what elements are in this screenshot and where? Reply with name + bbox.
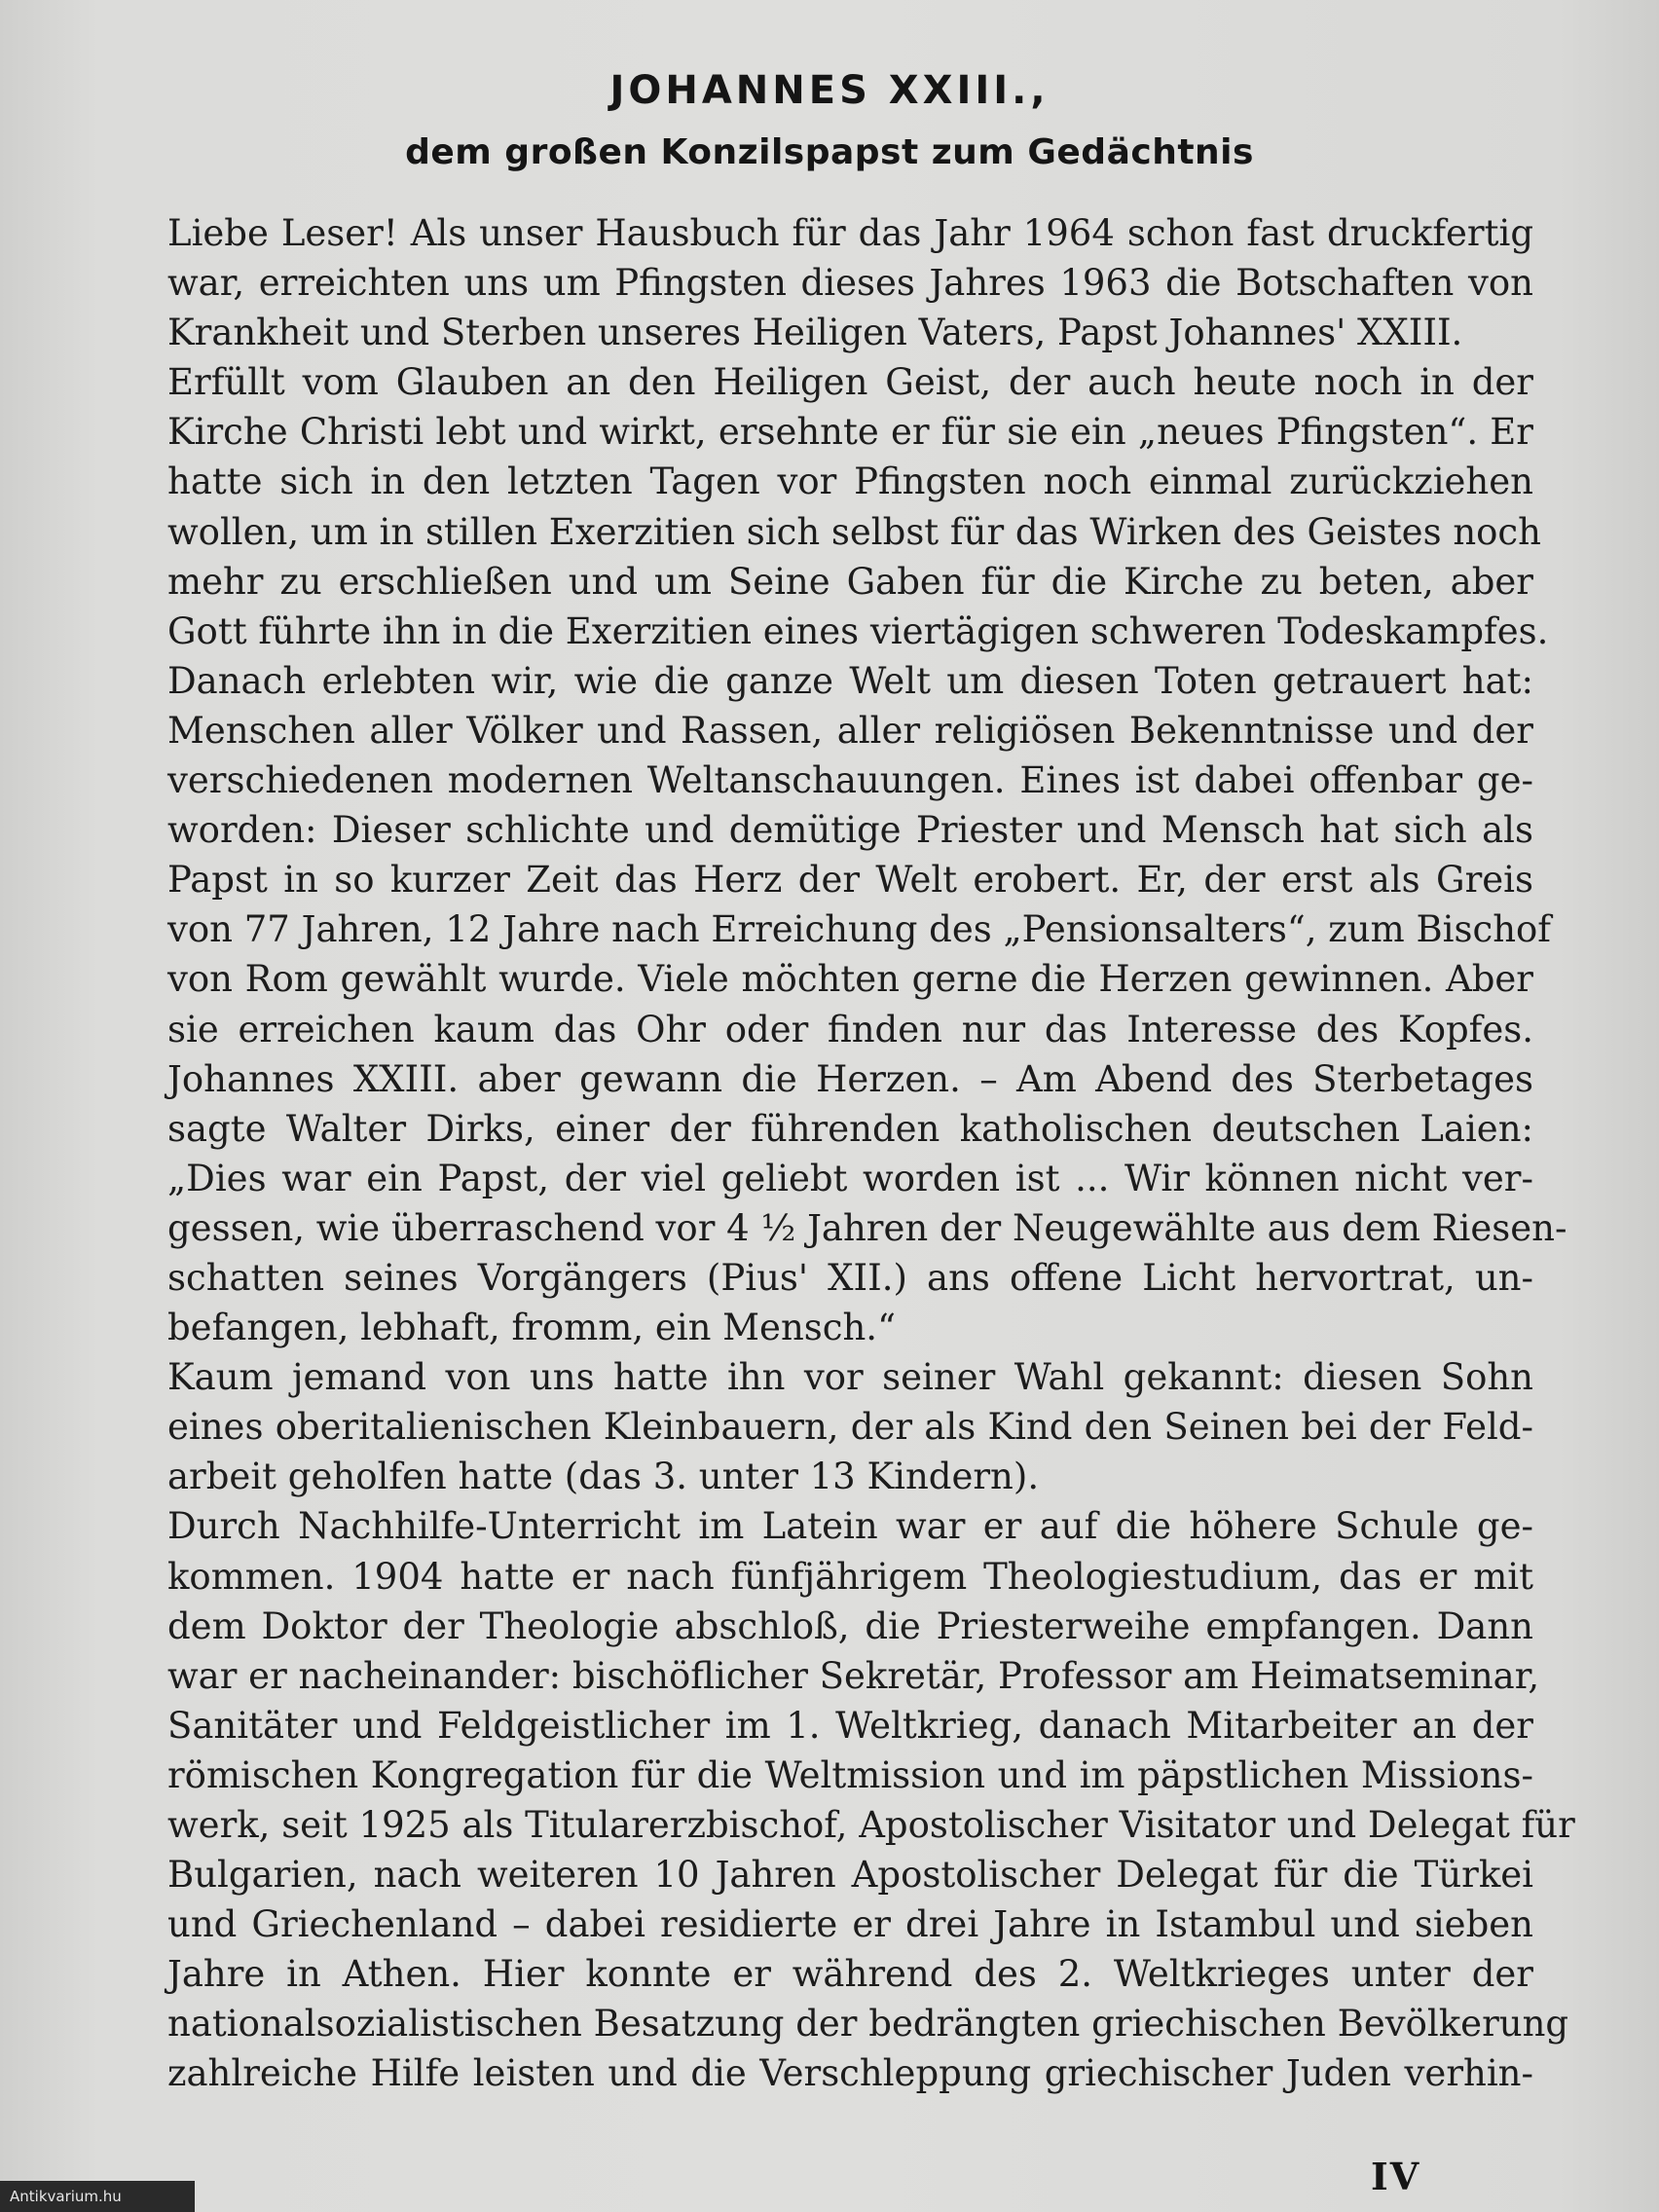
page-title: JOHANNES XXIII.,	[609, 68, 1050, 113]
watermark: Antikvarium.hu	[0, 2181, 195, 2212]
text-line: war er nacheinander: bischöflicher Sekretär, Professor am Heimatseminar,	[167, 1654, 1540, 1697]
text-line: Danach erlebten wir, wie die ganze Welt um diesen Toten getrauert hat:	[167, 659, 1533, 702]
text-line: von Rom gewählt wurde. Viele möchten gerne die Herzen gewinnen. Aber	[167, 958, 1533, 1001]
text-line: Papst in so kurzer Zeit das Herz der Welt erobert. Er, der erst als Greis	[167, 859, 1533, 902]
text-line: Gott führte ihn in die Exerzitien eines viertägigen schweren Todeskampfes.	[167, 609, 1549, 652]
text-line: Krankheit und Sterben unseres Heiligen Vaters, Papst Johannes' XXIII.	[167, 312, 1463, 354]
text-line: worden: Dieser schlichte und demütige Priester und Mensch hat sich als	[167, 809, 1533, 852]
page-number: IV	[1371, 2155, 1421, 2198]
text-line: nationalsozialistischen Besatzung der bedrängten griechischen Bevölkerung	[167, 2003, 1569, 2046]
text-line: dem Doktor der Theologie abschloß, die Priesterweihe empfangen. Dann	[167, 1604, 1533, 1647]
text-line: sie erreichen kaum das Ohr oder finden nur das Interesse des Kopfes.	[167, 1008, 1533, 1051]
text-line: Liebe Leser! Als unser Hausbuch für das Jahr 1964 schon fast druckfertig	[167, 212, 1533, 254]
page-subtitle: dem großen Konzilspapst zum Gedächtnis	[405, 132, 1254, 172]
text-line: werk, seit 1925 als Titularerzbischof, Apostolischer Visitator und Delegat für	[167, 1804, 1575, 1846]
text-line: war, erreichten uns um Pfingsten dieses Jahres 1963 die Botschaften von	[167, 262, 1533, 305]
text-line: gessen, wie überraschend vor 4 ½ Jahren der Neugewählte aus dem Riesen-	[167, 1206, 1567, 1249]
text-line: mehr zu erschließen und um Seine Gaben für die Kirche zu beten, aber	[167, 560, 1533, 603]
text-line: hatte sich in den letzten Tagen vor Pfingsten noch einmal zurückziehen	[167, 461, 1533, 503]
text-line: Sanitäter und Feldgeistlicher im 1. Weltkrieg, danach Mitarbeiter an der	[167, 1704, 1533, 1747]
text-line: Kirche Christi lebt und wirkt, ersehnte er für sie ein „neues Pfingsten“. Er	[167, 411, 1533, 454]
text-line: Erfüllt vom Glauben an den Heiligen Geist, der auch heute noch in der	[167, 361, 1533, 404]
text-line: wollen, um in stillen Exerzitien sich selbst für das Wirken des Geistes noch	[167, 510, 1541, 553]
text-line: römischen Kongregation für die Weltmission und im päpstlichen Missions-	[167, 1753, 1533, 1796]
text-line: Bulgarien, nach weiteren 10 Jahren Apostolischer Delegat für die Türkei	[167, 1854, 1533, 1897]
text-line: Kaum jemand von uns hatte ihn vor seiner Wahl gekannt: diesen Sohn	[167, 1356, 1533, 1399]
text-line: schatten seines Vorgängers (Pius' XII.) ans offene Licht hervortrat, un-	[167, 1256, 1533, 1299]
text-line: Durch Nachhilfe-Unterricht im Latein war er auf die höhere Schule ge-	[167, 1505, 1533, 1548]
text-line: kommen. 1904 hatte er nach fünfjährigem Theologiestudium, das er mit	[167, 1555, 1533, 1598]
text-line: „Dies war ein Papst, der viel geliebt worden ist ... Wir können nicht ver-	[167, 1157, 1533, 1199]
text-line: sagte Walter Dirks, einer der führenden katholischen deutschen Laien:	[167, 1107, 1533, 1150]
text-line: Johannes XXIII. aber gewann die Herzen. – Am Abend des Sterbetages	[167, 1057, 1533, 1100]
text-line: zahlreiche Hilfe leisten und die Verschleppung griechischer Juden verhin-	[167, 2052, 1533, 2095]
text-line: verschiedenen modernen Weltanschauungen. Eines ist dabei offenbar ge-	[167, 759, 1533, 802]
text-line: arbeit geholfen hatte (das 3. unter 13 Kindern).	[167, 1456, 1040, 1498]
body-text	[167, 208, 1575, 2099]
text-line: und Griechenland – dabei residierte er drei Jahre in Istambul und sieben	[167, 1903, 1533, 1946]
text-line: von 77 Jahren, 12 Jahre nach Erreichung des „Pensionsalters“, zum Bischof	[167, 908, 1551, 951]
text-line: befangen, lebhaft, fromm, ein Mensch.“	[167, 1307, 896, 1349]
text-line: Menschen aller Völker und Rassen, aller religiösen Bekenntnisse und der	[167, 709, 1533, 752]
text-line: eines oberitalienischen Kleinbauern, der als Kind den Seinen bei der Feld-	[167, 1406, 1533, 1449]
text-line: Jahre in Athen. Hier konnte er während des 2. Weltkrieges unter der	[167, 1953, 1533, 1996]
